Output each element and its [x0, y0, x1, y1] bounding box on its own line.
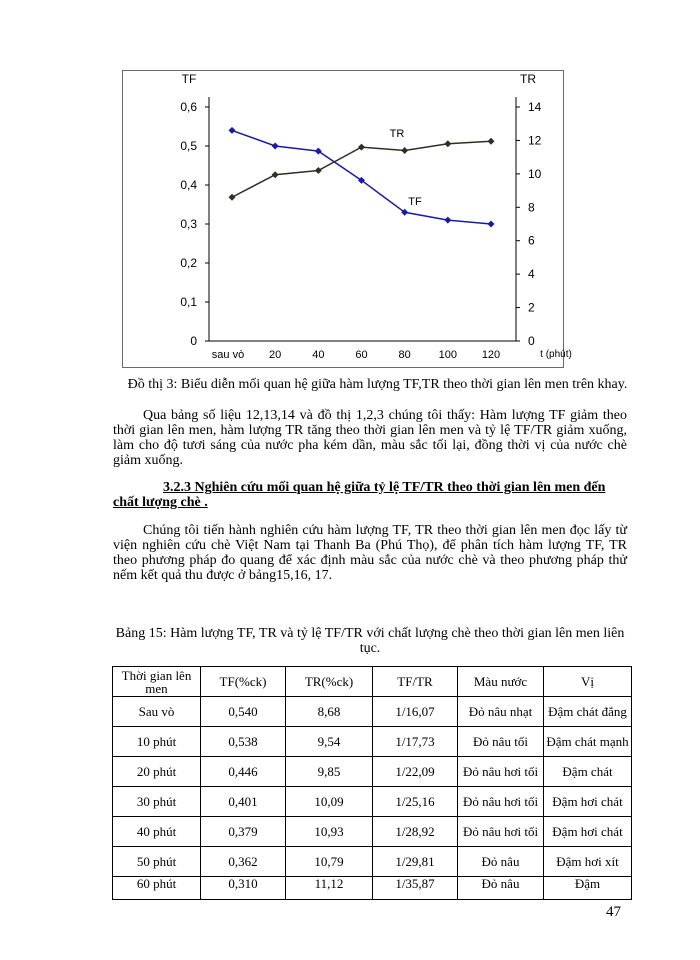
table-cell: 8,68 [286, 697, 373, 727]
paragraph-1: Qua bảng số liệu 12,13,14 và đồ thị 1,2,3 chúng tôi thấy: Hàm lượng TF giảm theo thời gian lên men, hàm lượng TR tăng theo thời gian lên men và tỷ lệ TF/TR giảm xuống, làm cho độ tươi sáng của nước pha kém dần, màu sắc tối lại, đồng thời vị của nước chè giảm xuống. [113, 408, 627, 468]
table-header-cell: TR(%ck) [286, 667, 373, 697]
table-cell: 0,362 [201, 847, 286, 877]
left-tick-label: 0,6 [180, 100, 197, 114]
x-tick-label: 20 [269, 349, 282, 361]
table-header-cell: Màu nước [458, 667, 544, 697]
table-cell: 20 phút [113, 757, 201, 787]
data-point [488, 138, 495, 145]
left-axis-title: TF [181, 72, 197, 86]
table-cell: 11,12 [286, 877, 373, 900]
table-cell: 1/29,81 [373, 847, 458, 877]
x-tick-label: 40 [312, 349, 325, 361]
x-tick-label: 120 [481, 349, 501, 361]
left-tick-label: 0,2 [180, 256, 197, 270]
table-cell: 40 phút [113, 817, 201, 847]
right-tick-label: 8 [528, 200, 535, 215]
data-point [358, 144, 365, 151]
table-cell: Đỏ nâu hơi tối [458, 787, 544, 817]
table-cell: Đậm chát [544, 757, 632, 787]
series-label-tr: TR [389, 128, 405, 140]
data-point [444, 217, 451, 224]
table-cell: 10,79 [286, 847, 373, 877]
table-cell: 1/22,09 [373, 757, 458, 787]
table-cell: Đậm chát đắng [544, 697, 632, 727]
table-cell: Đậm [544, 877, 632, 900]
x-tick-label: 80 [398, 349, 411, 361]
table-cell: 1/16,07 [373, 697, 458, 727]
table-cell: 0,446 [201, 757, 286, 787]
table-cell: Đỏ nâu nhạt [458, 697, 544, 727]
paragraph-2: Chúng tôi tiến hành nghiên cứu hàm lượng TF, TR theo thời gian lên men đọc lấy từ viện nghiên cứu chè Việt Nam tại Thanh Ba (Phú Thọ), để phân tích hàm lượng TF, TR theo phương pháp đo quang để xác định màu sắc của nước chè và theo phương pháp thử nếm kết quả thu được ở bảng15,16, 17. [113, 523, 627, 583]
data-point [401, 147, 408, 154]
page-number: 47 [606, 904, 621, 920]
chart-caption: Đồ thị 3: Biểu diễn mối quan hệ giữa hàm lượng TF,TR theo thời gian lên men trên khay. [127, 377, 628, 392]
right-tick-label: 12 [528, 133, 542, 148]
data-point [488, 221, 495, 228]
tf-tr-chart [122, 70, 572, 368]
table-cell: 9,85 [286, 757, 373, 787]
left-tick-label: 0,4 [180, 178, 197, 192]
right-axis-title: TR [520, 72, 536, 86]
table-header-cell: Thời gian lên men [113, 667, 201, 697]
data-point [315, 167, 322, 174]
table-cell: 9,54 [286, 727, 373, 757]
x-tick-label: 100 [438, 349, 458, 361]
table-row [113, 727, 632, 757]
right-tick-label: 0 [528, 334, 535, 348]
right-tick-label: 2 [528, 300, 535, 315]
data-point [272, 171, 279, 178]
data-point [229, 194, 236, 201]
left-tick-label: 0,1 [180, 295, 197, 309]
left-tick-label: 0,3 [180, 217, 197, 231]
section-heading: 3.2.3 Nghiên cứu mối quan hệ giữa tỷ lệ TF/TR theo thời gian lên men đến chất lượng chè . [113, 480, 606, 510]
table-cell: Đỏ nâu [458, 847, 544, 877]
table-cell: 10 phút [113, 727, 201, 757]
table-cell: Đỏ nâu [458, 877, 544, 900]
x-tick-label: 60 [355, 349, 368, 361]
table-cell: 1/25,16 [373, 787, 458, 817]
right-tick-label: 14 [528, 100, 542, 114]
table-cell: 60 phút [113, 877, 201, 900]
right-tick-label: 6 [528, 233, 535, 248]
left-tick-label: 0 [190, 334, 197, 348]
data-point [444, 140, 451, 147]
table-row [113, 757, 632, 787]
table-cell: 0,379 [201, 817, 286, 847]
table-cell: 50 phút [113, 847, 201, 877]
table-header-cell: TF/TR [373, 667, 458, 697]
data-point [229, 127, 236, 134]
table-cell: 1/28,92 [373, 817, 458, 847]
table-cell: 1/35,87 [373, 877, 458, 900]
x-axis-title: t (phút) [540, 349, 572, 360]
series-label-tf: TF [408, 196, 422, 208]
table-row [113, 877, 632, 900]
table-cell: Đậm hơi chát [544, 817, 632, 847]
table-row [113, 817, 632, 847]
table-cell: 0,538 [201, 727, 286, 757]
table-cell: Đậm chát mạnh [544, 727, 632, 757]
chart-svg [123, 71, 572, 369]
table-row [113, 847, 632, 877]
table-cell: 10,93 [286, 817, 373, 847]
left-tick-label: 0,5 [180, 139, 197, 153]
table-row [113, 697, 632, 727]
table-cell: 30 phút [113, 787, 201, 817]
table-cell: Đỏ nâu hơi tối [458, 757, 544, 787]
x-tick-label: sau vò [211, 349, 245, 361]
table-cell: Đỏ nâu tối [458, 727, 544, 757]
table-cell: Sau vò [113, 697, 201, 727]
table-header-cell: Vị [544, 667, 632, 697]
table-header-row [113, 667, 632, 697]
table-cell: Đậm hơi chát [544, 787, 632, 817]
table-cell: 0,310 [201, 877, 286, 900]
table-header-cell: TF(%ck) [201, 667, 286, 697]
table-caption: Bảng 15: Hàm lượng TF, TR và tỷ lệ TF/TR với chất lượng chè theo thời gian lên men liên tục. [115, 626, 625, 656]
table-row [113, 787, 632, 817]
data-table [112, 666, 632, 900]
table-cell: 0,540 [201, 697, 286, 727]
table-cell: 1/17,73 [373, 727, 458, 757]
right-tick-label: 4 [528, 267, 535, 282]
table-cell: 10,09 [286, 787, 373, 817]
table-cell: Đậm hơi xít [544, 847, 632, 877]
right-tick-label: 10 [528, 166, 542, 181]
table-cell: 0,401 [201, 787, 286, 817]
table-cell: Đỏ nâu hơi tối [458, 817, 544, 847]
data-point [272, 143, 279, 150]
